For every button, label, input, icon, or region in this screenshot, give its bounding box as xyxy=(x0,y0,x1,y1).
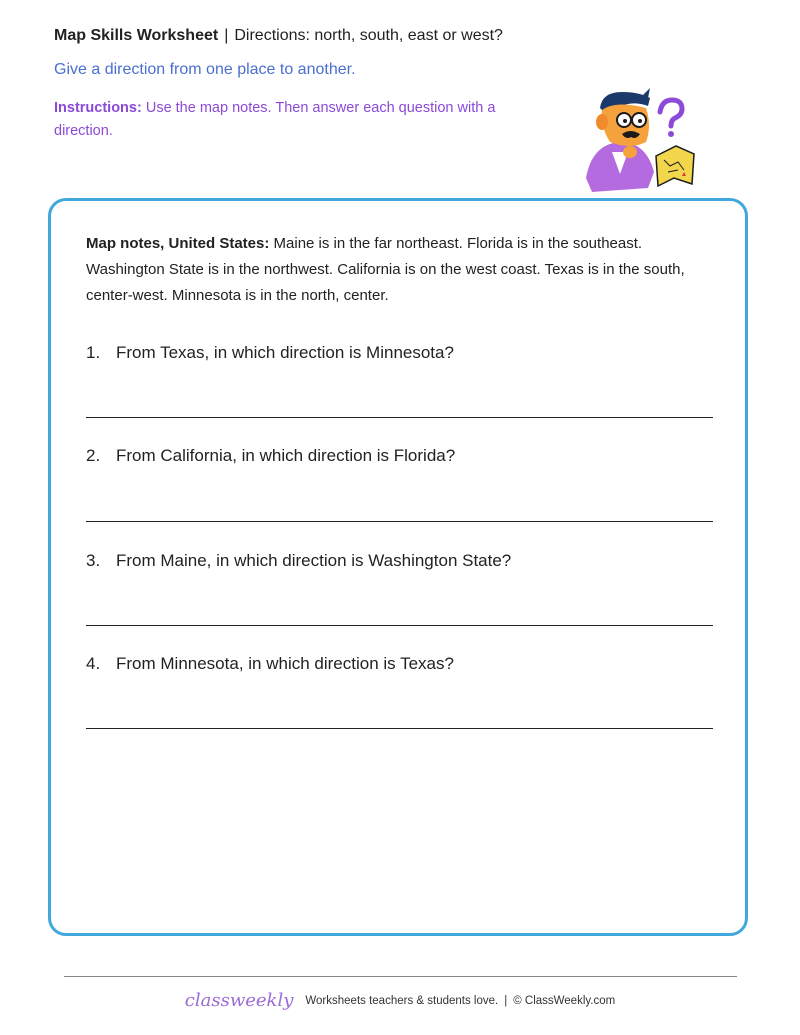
question-text: From Minnesota, in which direction is Texas? xyxy=(116,654,454,673)
map-notes xyxy=(86,231,721,309)
worksheet-title: Map Skills Worksheet xyxy=(54,27,219,44)
header-separator: | xyxy=(224,27,229,44)
footer-divider xyxy=(64,976,737,977)
question-1 xyxy=(86,343,713,363)
question-number: 3. xyxy=(86,551,101,570)
footer-separator: | xyxy=(504,995,508,1007)
answer-line-3[interactable] xyxy=(86,625,713,626)
question-text: From Texas, in which direction is Minnesota? xyxy=(116,343,454,362)
footer xyxy=(0,990,800,1011)
brand-logo: classweekly xyxy=(184,990,294,1011)
question-number: 2. xyxy=(86,446,101,465)
worksheet-header xyxy=(54,27,503,45)
confused-man-with-map-icon xyxy=(572,82,702,194)
answer-line-2[interactable] xyxy=(86,521,713,522)
worksheet-subtitle: Give a direction from one place to another. xyxy=(54,61,356,78)
question-text: From Maine, in which direction is Washington State? xyxy=(116,551,512,570)
answer-line-4[interactable] xyxy=(86,728,713,729)
question-2 xyxy=(86,446,713,466)
worksheet-topic: Directions: north, south, east or west? xyxy=(234,27,503,44)
answer-line-1[interactable] xyxy=(86,417,713,418)
question-number: 4. xyxy=(86,654,101,673)
question-text: From California, in which direction is Florida? xyxy=(116,446,456,465)
map-notes-label: Map notes, United States: xyxy=(86,235,270,252)
instructions-text: Use the map notes. Then answer each question with a direction. xyxy=(54,100,496,139)
footer-tagline: Worksheets teachers & students love. xyxy=(305,995,499,1007)
footer-copyright: © ClassWeekly.com xyxy=(513,995,616,1007)
question-number: 1. xyxy=(86,343,101,362)
map-notes-text: Maine is in the far northeast. Florida is in the southeast. Washington State is in the northwest. California is on the west coast. Texas is in the south, center-west. Minnesota is in the north, center. xyxy=(86,235,685,304)
instructions-label: Instructions: xyxy=(54,100,142,116)
question-4 xyxy=(86,654,713,674)
instructions xyxy=(54,97,524,143)
question-3 xyxy=(86,551,713,571)
